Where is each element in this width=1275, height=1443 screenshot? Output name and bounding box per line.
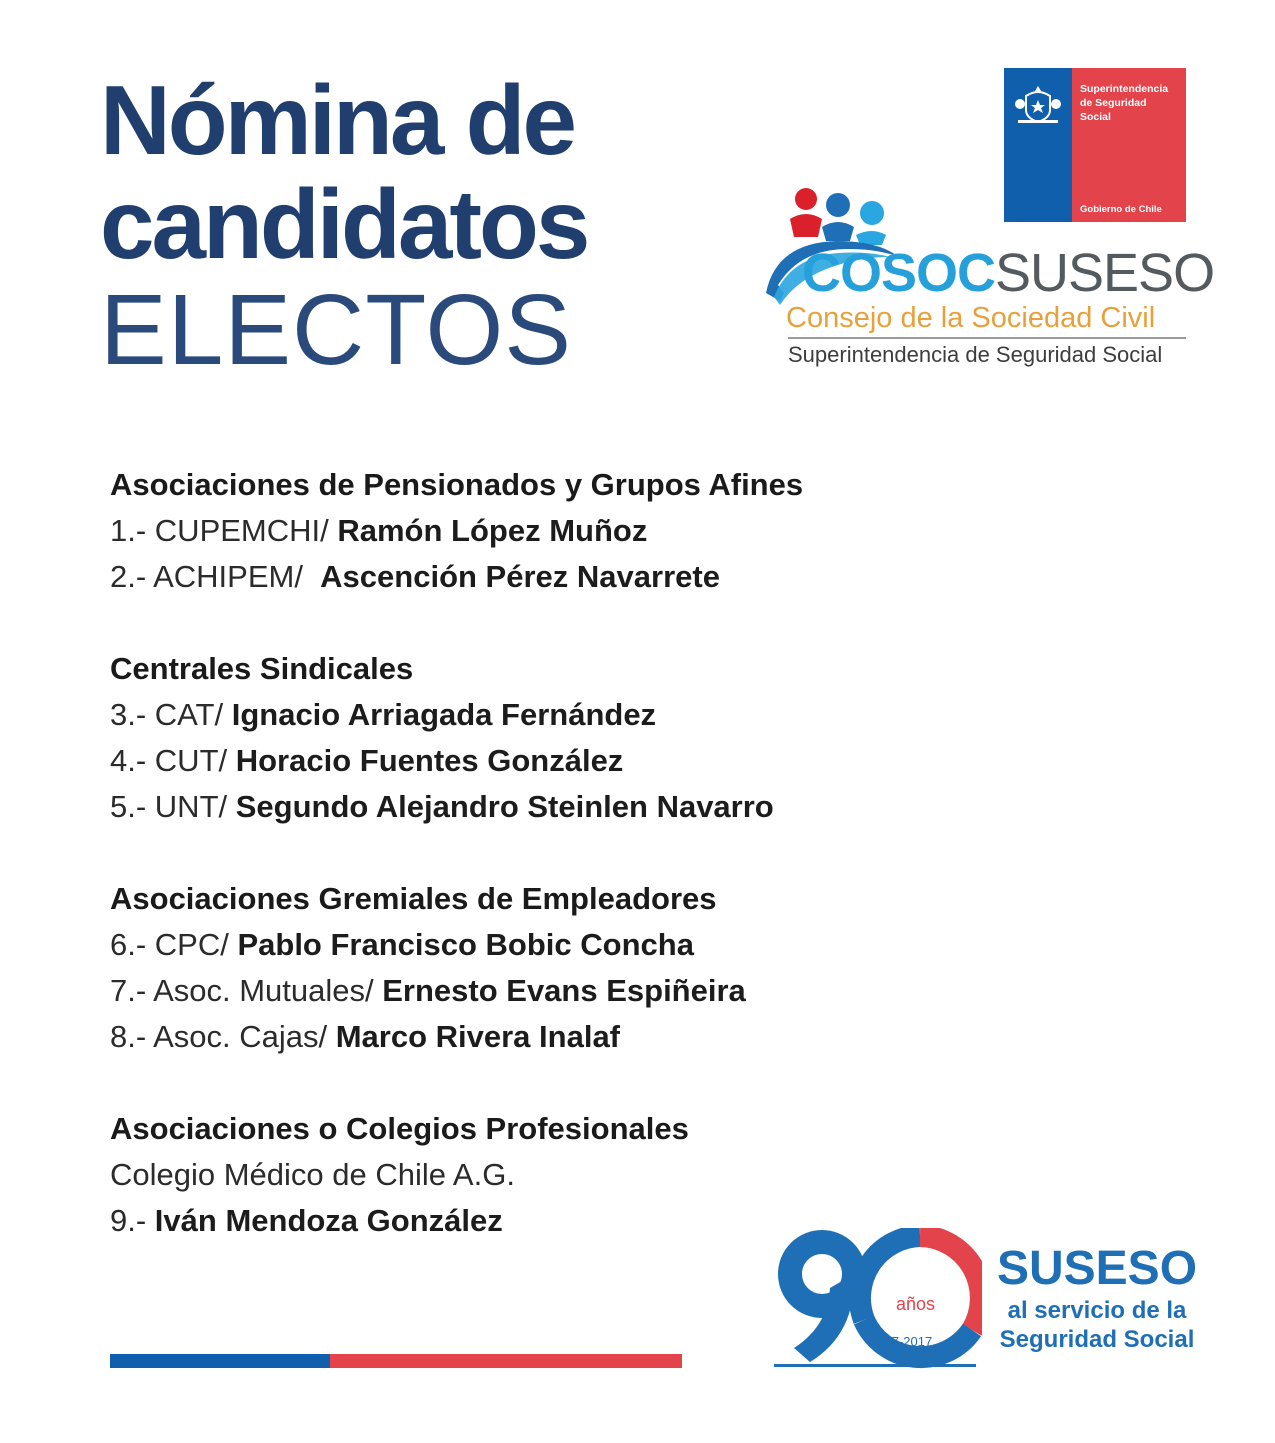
- title-line-3: ELECTOS: [100, 274, 572, 386]
- page-title: [100, 65, 588, 386]
- candidate-affiliation: 2.- ACHIPEM/: [110, 559, 321, 594]
- candidate-affiliation: 6.- CPC/: [110, 927, 238, 962]
- candidate-name: Ernesto Evans Espiñeira: [382, 973, 746, 1008]
- candidate-name: Marco Rivera Inalaf: [335, 1019, 621, 1054]
- footer-bar-blue: [110, 1354, 330, 1368]
- logo-org-line-1: Superintendencia: [1080, 83, 1169, 95]
- logo-org-line-2: de Seguridad: [1080, 97, 1147, 109]
- logo-gov-name: Gobierno de Chile: [1080, 204, 1162, 215]
- section-gap: [110, 600, 870, 646]
- section-heading: Centrales Sindicales: [110, 651, 414, 686]
- candidate-name: Segundo Alejandro Steinlen Navarro: [235, 789, 774, 824]
- candidate-name: Iván Mendoza González: [154, 1203, 503, 1238]
- candidate-affiliation: 5.- UNT/: [110, 789, 236, 824]
- candidate-affiliation: 9.-: [110, 1203, 155, 1238]
- candidate-affiliation: 4.- CUT/: [110, 743, 236, 778]
- footer-bar-red: [330, 1354, 682, 1368]
- candidate-affiliation: 3.- CAT/: [110, 697, 232, 732]
- brand-tagline-2: Seguridad Social: [999, 1326, 1195, 1353]
- section-heading: Asociaciones o Colegios Profesionales: [110, 1111, 689, 1146]
- candidate-row: [110, 968, 870, 1014]
- title-line-1: Nómina de: [100, 65, 574, 175]
- suseso-brand: [990, 1242, 1204, 1354]
- cosoc-rule: [788, 337, 1186, 339]
- cosoc-subtitle: Consejo de la Sociedad Civil: [786, 302, 1156, 334]
- candidate-name: Pablo Francisco Bobic Concha: [237, 927, 694, 962]
- section-gap: [110, 830, 870, 876]
- organization-name: Colegio Médico de Chile A.G.: [110, 1157, 515, 1192]
- logo-org-line-3: Social: [1080, 111, 1111, 123]
- candidate-row: [110, 692, 870, 738]
- candidate-name: Ramón López Muñoz: [337, 513, 648, 548]
- section-subline: [110, 1152, 870, 1198]
- candidate-name: Ignacio Arriagada Fernández: [231, 697, 657, 732]
- candidates-list: [110, 462, 870, 1244]
- candidate-affiliation: 8.- Asoc. Cajas/: [110, 1019, 336, 1054]
- title-line-2: candidatos: [100, 169, 588, 279]
- logo-org-name: [1080, 82, 1168, 124]
- candidate-row: [110, 554, 870, 600]
- suseso-word: SUSESO: [995, 243, 1215, 303]
- candidate-affiliation: 7.- Asoc. Mutuales/: [110, 973, 383, 1008]
- footer-color-bar: [110, 1354, 682, 1368]
- candidate-row: [110, 1014, 870, 1060]
- section-gap: [110, 1060, 870, 1106]
- candidate-affiliation: 1.- CUPEMCHI/: [110, 513, 338, 548]
- candidate-row: [110, 784, 870, 830]
- years-word: años: [896, 1294, 936, 1314]
- section-heading: Asociaciones Gremiales de Empleadores: [110, 881, 717, 916]
- years-range: 1927-2017: [870, 1334, 933, 1349]
- cosoc-logo: [760, 185, 1215, 375]
- brand-tagline-1: al servicio de la: [1007, 1297, 1187, 1324]
- brand-name: SUSESO: [996, 1242, 1198, 1295]
- section-heading: Asociaciones de Pensionados y Grupos Afines: [110, 467, 804, 502]
- candidate-row: [110, 1198, 870, 1244]
- ninety-years-logo: [772, 1228, 982, 1370]
- candidate-name: Ascención Pérez Navarrete: [320, 559, 720, 594]
- cosoc-org-name: Superintendencia de Seguridad Social: [788, 342, 1163, 367]
- cosoc-word: COSOC: [802, 243, 996, 303]
- candidate-name: Horacio Fuentes González: [235, 743, 624, 778]
- candidate-row: [110, 738, 870, 784]
- coat-of-arms-icon: [1014, 82, 1062, 126]
- candidate-row: [110, 922, 870, 968]
- candidate-row: [110, 508, 870, 554]
